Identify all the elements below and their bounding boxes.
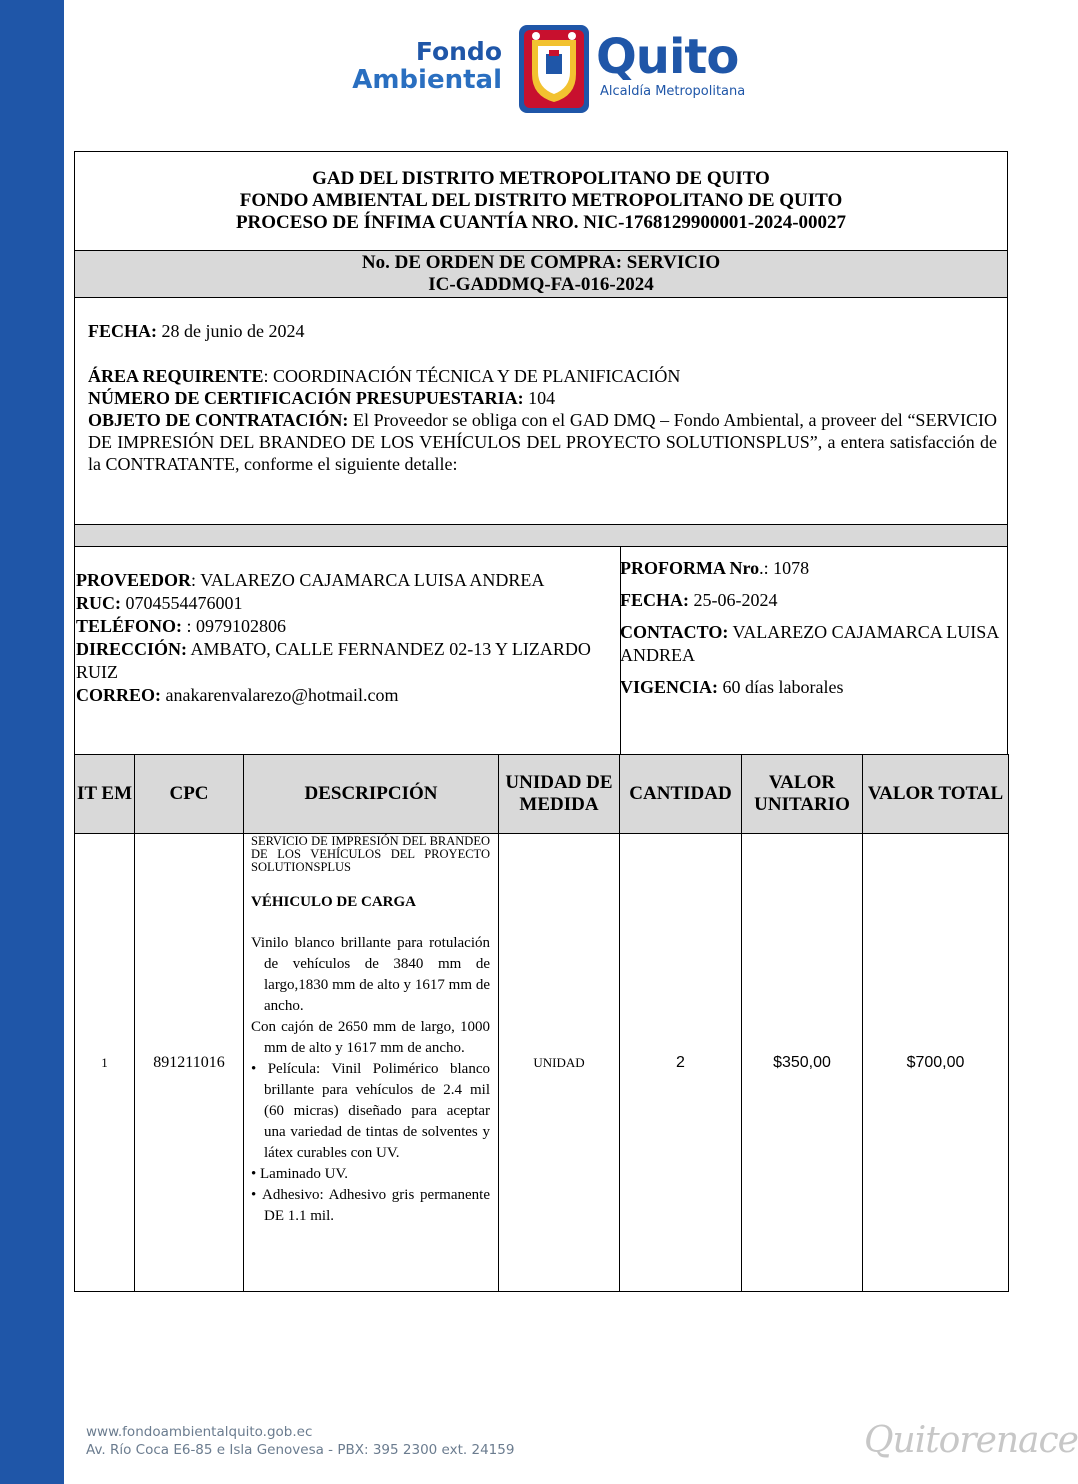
header-line-2: FONDO AMBIENTAL DEL DISTRITO METROPOLITANO DE QUITO: [239, 190, 843, 211]
fondo-ambiental-logo: [318, 38, 502, 94]
telefono-value: : 0979102806: [182, 616, 287, 636]
contacto-value: VALAREZO CAJAMARCA LUISA ANDREA: [620, 622, 999, 665]
area-value: : COORDINACIÓN TÉCNICA Y DE PLANIFICACIÓN: [263, 366, 681, 386]
ruc-label: RUC:: [76, 593, 121, 613]
correo-value[interactable]: anakarenvalarezo@hotmail.com: [161, 685, 399, 705]
logo-ambiental-text: Ambiental: [352, 65, 502, 95]
provider-section: [74, 546, 1008, 755]
objeto-line: [88, 409, 997, 475]
side-decorative-bar: [0, 0, 64, 1484]
desc-bullet: • Laminado UV.: [251, 1166, 349, 1182]
area-line: [88, 365, 997, 387]
fecha-label: FECHA:: [88, 321, 157, 341]
table-row: [75, 834, 1009, 1292]
logo-quito-text: Quito: [596, 29, 739, 85]
footer-address: Av. Río Coca E6-85 e Isla Genovesa - PBX: 395 2300 ext. 24159: [86, 1442, 515, 1458]
fecha-line: [88, 320, 997, 342]
quito-coat-of-arms-icon: [518, 24, 590, 114]
logo-fondo-text: Fondo: [415, 37, 502, 66]
separator-strip: [74, 524, 1008, 547]
cell-valor-unitario: $350,00: [742, 834, 863, 1292]
items-table: [74, 754, 1009, 1292]
contacto-label: CONTACTO:: [620, 622, 729, 642]
proforma-label: PROFORMA Nro: [620, 558, 760, 578]
document-header: [74, 151, 1008, 251]
proveedor-label: PROVEEDOR: [76, 570, 192, 590]
cell-unidad: UNIDAD: [499, 834, 620, 1292]
header-line-1: GAD DEL DISTRITO METROPOLITANO DE QUITO: [312, 168, 770, 189]
header-descripcion: DESCRIPCIÓN: [244, 755, 499, 834]
proforma-fecha-label: FECHA:: [620, 590, 689, 610]
provider-info: [76, 569, 606, 707]
proforma-value: .: 1078: [759, 558, 810, 578]
proveedor-value: : VALAREZO CAJAMARCA LUISA ANDREA: [191, 570, 545, 590]
cell-item: 1: [75, 834, 135, 1292]
desc-title: SERVICIO DE IMPRESIÓN DEL BRANDEO DE LOS VEHÍCULOS DEL PROYECTO SOLUTIONSPLUS: [251, 834, 490, 874]
desc-paragraph-2: Con cajón de 2650 mm de largo, 1000 mm de alto y 1617 mm de ancho.: [251, 1019, 490, 1056]
desc-paragraph-1: Vinilo blanco brillante para rotulación de vehículos de 3840 mm de largo,1830 mm de alto y 1617 mm de ancho.: [251, 935, 490, 1014]
correo-label: CORREO:: [76, 685, 161, 705]
header-line-3: PROCESO DE ÍNFIMA CUANTÍA NRO. NIC-1768129900001-2024-00027: [235, 212, 847, 233]
header-cpc: CPC: [135, 755, 244, 834]
desc-subtitle: VÉHICULO DE CARGA: [251, 894, 417, 910]
objeto-value: El Proveedor se obliga con el GAD DMQ – Fondo Ambiental, a proveer del “SERVICIO DE IMPRESIÓN DEL BRANDEO DE LOS VEHÍCULOS DEL PROYECTO SOLUTIONSPLUS”, a entera satisfacción de la CONTRATANTE, conforme el siguiente detalle:: [88, 410, 997, 474]
objeto-label: OBJETO DE CONTRATACIÓN:: [88, 410, 349, 430]
logo-alcaldia-text: Alcaldía Metropolitana: [600, 84, 746, 99]
footer-website-link[interactable]: www.fondoambientalquito.gob.ec: [86, 1424, 313, 1440]
header-valor-total: VALOR TOTAL: [863, 755, 1009, 834]
header-cantidad: CANTIDAD: [620, 755, 742, 834]
order-code: IC-GADDMQ-FA-016-2024: [428, 274, 654, 295]
direccion-label: DIRECCIÓN:: [76, 639, 188, 659]
cell-cantidad: 2: [620, 834, 742, 1292]
desc-bullet: • Película: Vinil Polimérico blanco brillante para vehículos de 2.4 mil (60 micras) diseñado para aceptar una variedad de tintas de solventes y látex curables con UV.: [251, 1061, 490, 1161]
direccion-value: AMBATO, CALLE FERNANDEZ 02-13 Y LIZARDO RUIZ: [76, 639, 591, 682]
desc-bullet-text: Adhesivo: Adhesivo gris permanente DE 1.1 mil.: [262, 1187, 490, 1224]
header-valor-unitario: VALOR UNITARIO: [742, 755, 863, 834]
fecha-value: 28 de junio de 2024: [157, 321, 305, 341]
quitorenace-signature-logo: Quitorenace: [864, 1420, 1078, 1461]
vigencia-label: VIGENCIA:: [620, 677, 719, 697]
area-label: ÁREA REQUIRENTE: [88, 366, 264, 386]
desc-bullet-text: Película: Vinil Polimérico blanco brillante para vehículos de 2.4 mil (60 micras) diseñado para aceptar una variedad de tintas de solventes y látex curables con UV.: [264, 1061, 490, 1161]
header-unidad: UNIDAD DE MEDIDA: [499, 755, 620, 834]
cert-value: 104: [523, 388, 556, 408]
desc-bullet: • Adhesivo: Adhesivo gris permanente DE 1.1 mil.: [251, 1187, 490, 1224]
cell-valor-total: $700,00: [863, 834, 1009, 1292]
table-header-row: [75, 755, 1009, 834]
cert-line: [88, 387, 997, 409]
order-title: No. DE ORDEN DE COMPRA: SERVICIO: [361, 252, 721, 273]
ruc-value: 0704554476001: [121, 593, 243, 613]
cert-label: NÚMERO DE CERTIFICACIÓN PRESUPUESTARIA:: [88, 388, 524, 408]
cell-descripcion: [244, 834, 499, 1292]
header-item: IT EM: [75, 755, 135, 834]
telefono-label: TELÉFONO:: [76, 616, 183, 636]
vigencia-value: 60 días laborales: [718, 677, 844, 697]
order-details: [74, 297, 1008, 525]
proforma-fecha-value: 25-06-2024: [689, 590, 778, 610]
cell-cpc: 891211016: [135, 834, 244, 1292]
proforma-info: [620, 557, 1005, 708]
desc-bullet-text: Laminado UV.: [260, 1166, 349, 1182]
order-number-band: [74, 250, 1008, 298]
